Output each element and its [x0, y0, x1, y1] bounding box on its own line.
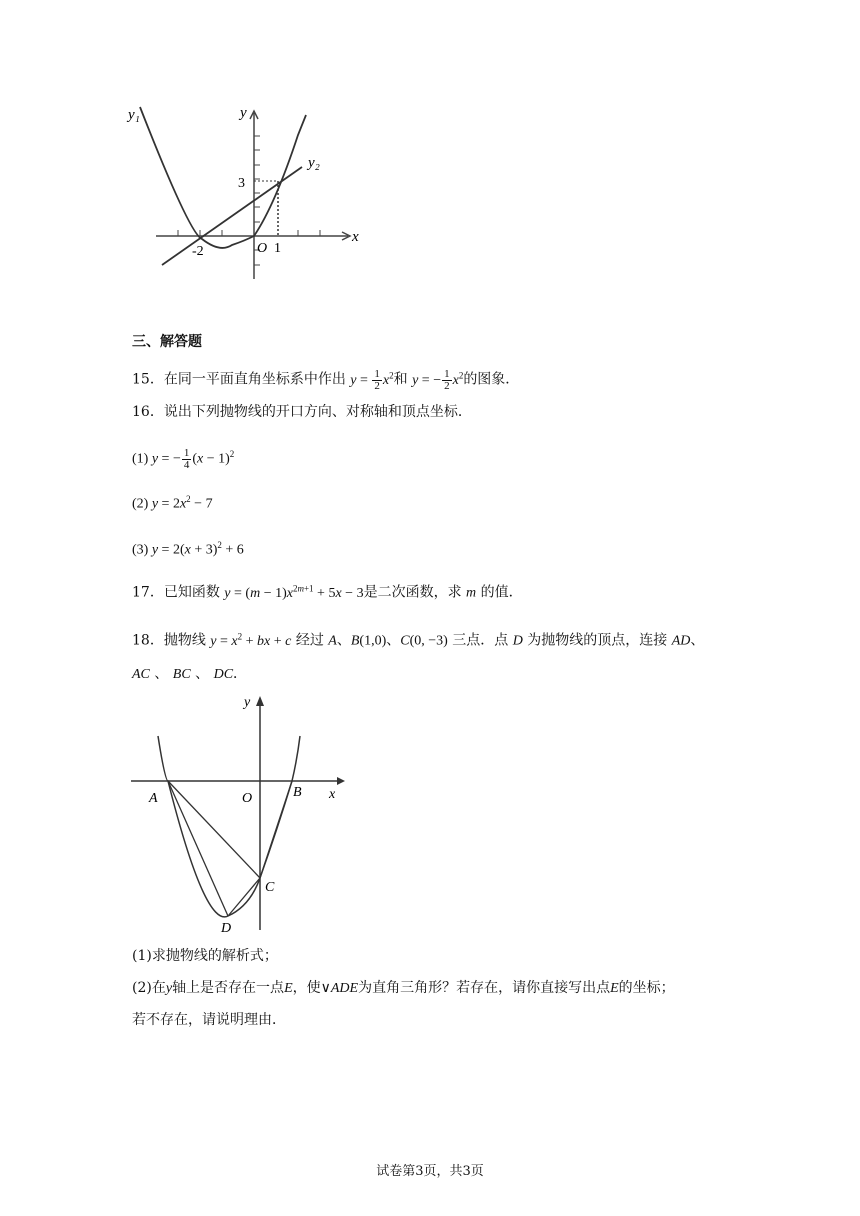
- origin-label: O: [257, 241, 268, 256]
- question-17: [132, 578, 523, 604]
- q18-formula: $y = x^2$ + bx + c: [210, 631, 292, 649]
- question-18-line-1: [132, 626, 704, 652]
- tick-label-neg2: -2: [192, 244, 204, 259]
- label-a: A: [149, 791, 158, 806]
- x-axis-arrow-2: [337, 777, 345, 785]
- q18-sub2-e2: E: [610, 981, 619, 996]
- q18-sub-2-line-2: 若不存在，请说明理由．: [132, 1012, 286, 1028]
- q18-point-c: C(0, −3): [400, 633, 448, 649]
- label-y2: y₂: [308, 155, 320, 171]
- y-axis-arrow-2: [256, 696, 264, 706]
- q15-formula-2: y = − $\frac{1}{2}$ $x^2$: [412, 367, 464, 392]
- q17-prefix: 已知函数: [163, 584, 220, 601]
- question-16: [132, 402, 472, 422]
- q16-item-2-label: (2): [132, 496, 149, 512]
- parabola: [158, 736, 300, 917]
- figure-1-graph: [120, 95, 370, 285]
- q18-sep-4: 、: [154, 666, 169, 682]
- q18-prefix: 抛物线: [163, 632, 206, 649]
- label-x-2: x: [329, 787, 336, 802]
- q15-number: 15．: [132, 371, 164, 388]
- label-b: B: [293, 785, 302, 800]
- q18-sub2-mid3: 为直角三角形？若存在，请你直接写出点: [358, 980, 611, 996]
- label-d: D: [221, 921, 232, 936]
- q18-sub2-y: y: [165, 981, 173, 996]
- label-y-2: y: [244, 695, 251, 710]
- q15-formula-1: y = $\frac{1}{2}$ $x^2$: [350, 367, 394, 392]
- page-footer: 试卷第3页，共3页: [376, 1164, 484, 1179]
- q17-suffix: 的值．: [480, 584, 523, 601]
- question-15: [132, 362, 519, 394]
- q18-sep-2: 、: [386, 632, 401, 649]
- q16-item-1: (1) y = − $\frac{1}{4}$ $(x - 1)^2$: [132, 446, 235, 471]
- q18-pass: 经过: [295, 632, 324, 649]
- q16-item-3-label: (3): [132, 542, 149, 558]
- q18-sub2-mid2: ，使∨: [292, 980, 331, 996]
- q18-point-a: A: [328, 633, 337, 649]
- q18-number: 18．: [132, 632, 164, 649]
- label-o: O: [242, 791, 253, 806]
- q18-sub-2: [132, 978, 675, 999]
- line-y2: [162, 167, 302, 265]
- segment-dc: [228, 878, 260, 916]
- figure-2-graph: [125, 690, 355, 940]
- q18-vertex-text: 为抛物线的顶点，连接: [527, 632, 668, 649]
- question-18-line-2: AC 、 BC 、 DC．: [132, 666, 248, 682]
- q18-sub2-ade: ADE: [330, 981, 359, 996]
- q18-segment-bc: BC: [172, 667, 191, 682]
- q18-sep-1: 、: [336, 632, 351, 649]
- segment-bc: [260, 781, 292, 878]
- q18-sub2-e: E: [284, 981, 293, 996]
- q18-sub2-end: 的坐标；: [618, 980, 675, 996]
- q17-var: m: [466, 585, 477, 601]
- q18-sub-1: (1)求抛物线的解析式；: [132, 948, 278, 964]
- q15-suffix: 的图象．: [463, 371, 520, 388]
- section-title: 三、解答题: [132, 334, 202, 350]
- parabola-y1: [140, 107, 306, 248]
- q16-text: 说出下列抛物线的开口方向、对称轴和顶点坐标．: [163, 404, 472, 420]
- label-x: x: [352, 229, 359, 245]
- q18-segment-ac: AC: [132, 667, 150, 682]
- q15-prefix: 在同一平面直角坐标系中作出: [163, 371, 346, 388]
- q18-sub2-mid: 轴上是否存在一点: [172, 980, 285, 996]
- q18-sep-3: 、: [690, 632, 705, 649]
- q18-three-points: 三点．点: [452, 632, 509, 649]
- q16-item-2: (2) $y = 2x^2 - 7$: [132, 494, 213, 512]
- tick-label-1: 1: [274, 241, 281, 256]
- q18-sep-5: 、: [195, 666, 210, 682]
- q18-point-b: B(1,0): [350, 633, 387, 649]
- q16-item-3: (3) $y = 2(x + 3)^2 + 6$: [132, 540, 244, 558]
- q17-middle: 是二次函数，求: [363, 584, 462, 601]
- q16-item-1-label: (1): [132, 451, 149, 467]
- q16-number: 16．: [132, 404, 164, 420]
- q15-joiner: 和: [393, 371, 408, 388]
- label-y1: y₁: [128, 107, 140, 123]
- tick-label-3: 3: [238, 176, 245, 191]
- q18-segment-ad: AD: [671, 633, 691, 649]
- q18-point-d: D: [512, 633, 523, 649]
- q18-segment-dc: DC: [213, 667, 234, 682]
- segment-ad: [168, 781, 228, 916]
- q17-number: 17．: [132, 584, 164, 601]
- label-y: y: [240, 105, 247, 121]
- q18-sub2-prefix: (2)在: [132, 980, 166, 996]
- q17-formula: $y = (m - 1)x^{2m+1} + 5x - 3$: [224, 583, 364, 601]
- label-c: C: [265, 880, 275, 895]
